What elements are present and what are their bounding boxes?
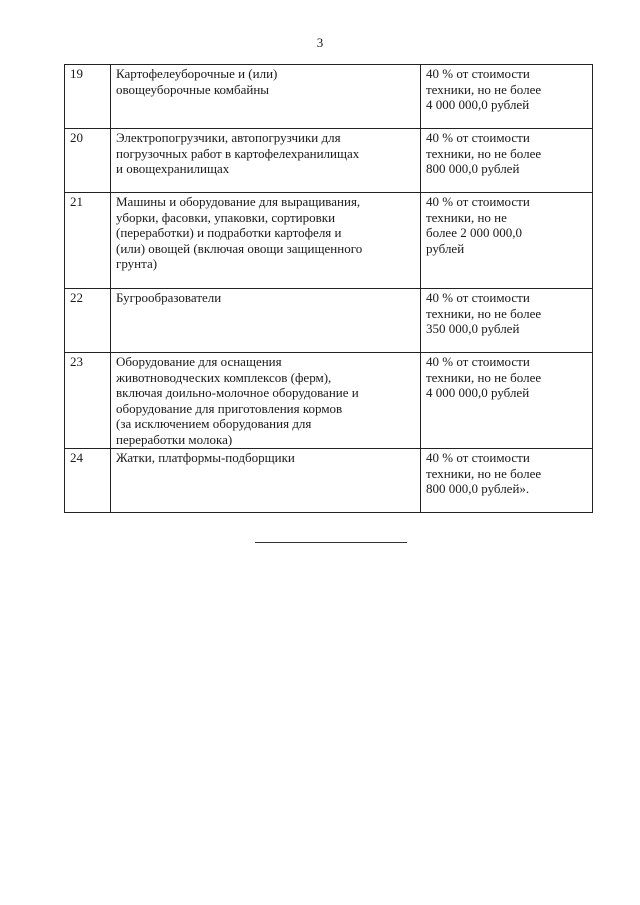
row-number: 24	[65, 449, 111, 513]
subsidy-condition-line: 800 000,0 рублей».	[426, 481, 530, 496]
subsidy-condition-line: рублей	[426, 240, 465, 256]
equipment-name-cell	[111, 193, 421, 289]
subsidy-condition-line: 800 000,0 рублей	[426, 161, 520, 176]
subsidy-condition-line: 40 % от стоимости	[426, 66, 530, 81]
subsidy-condition-line: 40 % от стоимости	[426, 450, 530, 465]
equipment-name-line: Жатки, платформы-подборщики	[116, 450, 295, 465]
table-row	[65, 129, 593, 193]
equipment-name-line: (или) овощей (включая овощи защищенного	[116, 240, 363, 256]
table-row	[65, 193, 593, 289]
table-row	[65, 65, 593, 129]
end-separator-line	[255, 542, 407, 543]
subsidy-condition-line: 40 % от стоимости	[426, 290, 530, 305]
subsidy-condition-line: техники, но не более	[426, 145, 542, 161]
table-row	[65, 449, 593, 513]
subsidy-condition-line: 40 % от стоимости	[426, 130, 530, 145]
equipment-name-cell	[111, 449, 421, 513]
equipment-name-line: Машины и оборудование для выращивания,	[116, 194, 361, 209]
subsidy-condition-line: техники, но не более	[426, 465, 542, 481]
row-number: 21	[65, 193, 111, 289]
equipment-name-line: погрузочных работ в картофелехранилищах	[116, 145, 360, 161]
row-number: 19	[65, 65, 111, 129]
table-body	[65, 65, 593, 513]
subsidy-condition-cell	[421, 449, 593, 513]
subsidy-condition-line: техники, но не	[426, 209, 507, 225]
subsidy-condition-line: 40 % от стоимости	[426, 194, 530, 209]
equipment-name-line: Оборудование для оснащения	[116, 354, 282, 369]
equipment-name-line: животноводческих комплексов (ферм),	[116, 369, 332, 385]
equipment-name-line: включая доильно-молочное оборудование и	[116, 385, 359, 400]
subsidy-condition-line: 4 000 000,0 рублей	[426, 385, 530, 400]
subsidy-condition-cell	[421, 193, 593, 289]
equipment-name-line: (переработки) и подработки картофеля и	[116, 225, 342, 240]
subsidy-condition-line: техники, но не более	[426, 369, 542, 385]
equipment-name-line: переработки молока)	[116, 431, 233, 447]
equipment-subsidy-table	[64, 64, 593, 513]
equipment-name-line: уборки, фасовки, упаковки, сортировки	[116, 209, 336, 225]
equipment-name-line: оборудование для приготовления кормов	[116, 400, 343, 416]
equipment-name-cell	[111, 289, 421, 353]
equipment-name-line: и овощехранилищах	[116, 161, 230, 176]
equipment-name-line: Электропогрузчики, автопогрузчики для	[116, 130, 341, 145]
equipment-name-line: грунта)	[116, 256, 158, 271]
subsidy-condition-cell	[421, 65, 593, 129]
subsidy-condition-line: 4 000 000,0 рублей	[426, 97, 530, 112]
subsidy-condition-cell	[421, 129, 593, 193]
equipment-name-line: Бугрообразователи	[116, 290, 222, 305]
page-number: 3	[316, 35, 324, 50]
subsidy-condition-line: техники, но не более	[426, 305, 542, 321]
equipment-name-cell	[111, 65, 421, 129]
equipment-name-line: (за исключением оборудования для	[116, 416, 312, 431]
equipment-name-line: Картофелеуборочные и (или)	[116, 66, 278, 81]
row-number: 22	[65, 289, 111, 353]
equipment-name-cell	[111, 353, 421, 449]
subsidy-condition-line: 40 % от стоимости	[426, 354, 530, 369]
equipment-name-line: овощеуборочные комбайны	[116, 81, 270, 97]
subsidy-condition-line: техники, но не более	[426, 81, 542, 97]
equipment-name-cell	[111, 129, 421, 193]
subsidy-condition-cell	[421, 353, 593, 449]
subsidy-condition-line: 350 000,0 рублей	[426, 321, 520, 336]
table-row	[65, 289, 593, 353]
table-row	[65, 353, 593, 449]
row-number: 23	[65, 353, 111, 449]
row-number: 20	[65, 129, 111, 193]
subsidy-condition-cell	[421, 289, 593, 353]
subsidy-condition-line: более 2 000 000,0	[426, 225, 522, 240]
